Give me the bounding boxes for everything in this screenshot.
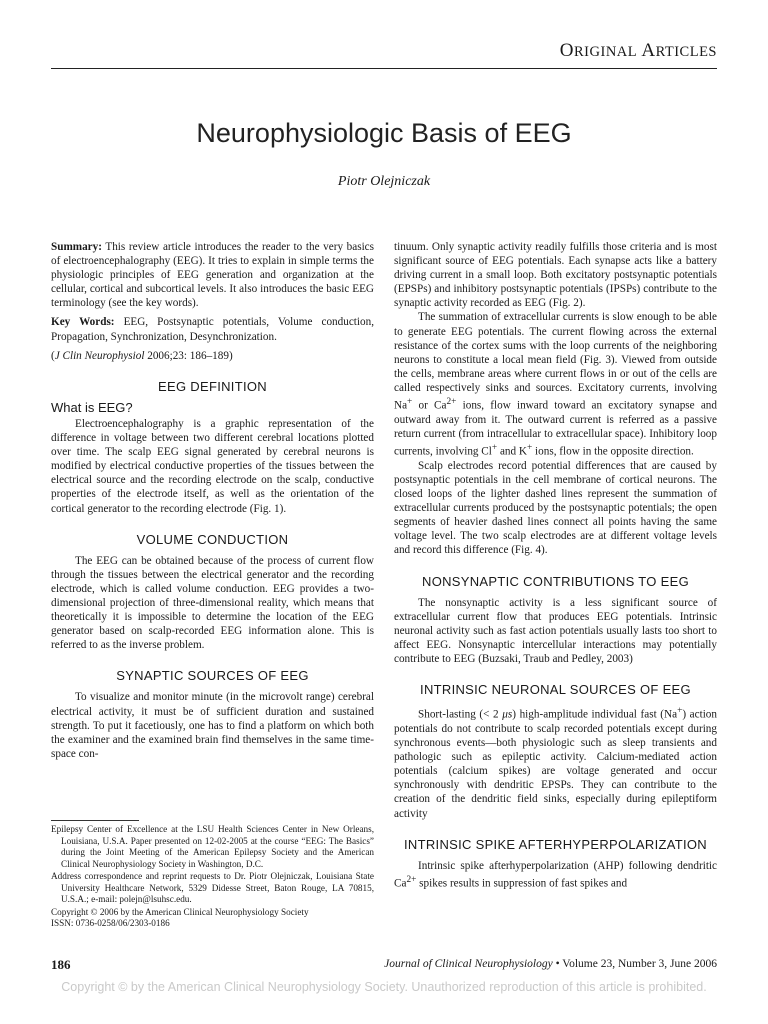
paragraph-intrinsic-spike <box>394 859 717 891</box>
text-run: Short-lasting ( <box>418 708 484 721</box>
text-run: The summation of extracellular currents is slow enough to be able to generate EEG potentials. The current flowing across the external resistance of the cortex sums with the loop currents of the neighboring neurons to constitute a local mean field (Fig. 3). Viewed from outside the cells, membrane areas where current flows in or out of the cells are called respectively sinks and sources. Excitatory currents, involving Na <box>394 311 717 412</box>
superscript: + <box>407 397 413 408</box>
text-run: spikes results in suppression of fast spikes and <box>416 877 628 890</box>
citation <box>51 349 374 363</box>
heading-intrinsic-spike: INTRINSIC SPIKE AFTERHYPERPOLARIZATION <box>404 836 707 852</box>
right-column <box>394 240 717 891</box>
text-run: ) action potentials do not contribute to scalp recorded potentials except during synchronous events—both physiologic such as sleep transients and pathologic such as epileptic activity. Calcium-mediated action potentials (calcium spikes) are voltage generated and occur synchronously with dendritic EPSPs. They can contribute to the creation of the dendritic field sinks, especially during epileptiform activity <box>394 708 717 820</box>
text-run: ) high-amplitude individual fast (Na <box>512 708 678 721</box>
footnotes <box>51 824 374 930</box>
text-run: Intrinsic spike afterhyperpolarization (AHP) following dendritic Ca <box>394 859 717 890</box>
paragraph-synaptic-sources-right: tinuum. Only synaptic activity readily fulfills those criteria and is most significant source of EEG potentials. Each synapse acts like a battery driving current in a small loop. Both excitatory postsynaptic potentials (EPSPs) and inhibitory postsynaptic potentials (IPSPs) contribute to the synaptic activity recorded as EEG (Fig. 2). <box>394 241 717 310</box>
footnote-divider <box>51 820 139 821</box>
superscript: 2+ <box>446 397 457 408</box>
footer-journal: Journal of Clinical Neurophysiology <box>384 958 553 970</box>
text-run: < 2 <box>483 708 499 721</box>
paragraph-scalp-electrodes: Scalp electrodes record potential differences that are caused by postsynaptic potentials in the cell membrane of cortical neurons. The closed loops of the lighter dashed lines represent the summation of extracellular currents produced by the postsynaptic potentials; the open segments of heavier dashed lines connect all points having the same voltage level. The two scalp electrodes are at different voltage levels and record this difference (Fig. 4). <box>394 459 717 557</box>
summary-label: Summary: <box>51 241 102 253</box>
paragraph-intrinsic-neuronal <box>394 704 717 820</box>
superscript: + <box>677 706 683 717</box>
keywords-text: EEG, Postsynaptic potentials, Volume conduction, Propagation, Synchronization, Desynchronization. <box>51 316 374 343</box>
citation-rest: 2006;23: 186–189) <box>144 349 233 362</box>
page-number: 186 <box>51 957 71 972</box>
paragraph-volume-conduction: The EEG can be obtained because of the process of current flow through the tissues between the electrical generator and the recording electrode, which is called volume conduction. EEG provides a two-dimensional projection of three-dimensional reality, which means that theoretically it is impossible to determine the location of the EEG generator based on scalp-recorded EEG information alone. This is referred to as the inverse problem. <box>51 554 374 652</box>
heading-nonsynaptic: NONSYNAPTIC CONTRIBUTIONS TO EEG <box>422 573 689 589</box>
superscript: + <box>491 443 498 454</box>
footnote-correspondence: Address correspondence and reprint requests to Dr. Piotr Olejniczak, Louisiana State University Healthcare Network, 5329 Didesse Street, Baton Rouge, LA 70815, U.S.A.; e-mail: polejn@lsuhsc.edu. <box>51 871 374 904</box>
unit-microseconds: μs <box>502 708 513 721</box>
superscript: + <box>526 443 533 454</box>
running-footer <box>384 958 717 970</box>
section-label <box>51 40 717 62</box>
text-run: and K <box>497 445 527 458</box>
heading-synaptic-sources: SYNAPTIC SOURCES OF EEG <box>116 668 309 684</box>
section-divider <box>51 68 717 69</box>
article-title: Neurophysiologic Basis of EEG <box>196 118 572 148</box>
keywords-label: Key Words: <box>51 316 115 329</box>
text-run: ions, flow in the opposite direction. <box>532 445 694 458</box>
text-run: or Ca <box>412 399 447 412</box>
superscript: 2+ <box>406 874 417 885</box>
footnote-affiliation: Epilepsy Center of Excellence at the LSU Health Sciences Center in New Orleans, Louisiana, U.S.A. Paper presented on 12-02-2005 at the course “EEG: The Basics” during the Joint Meeting of the American Epilepsy Society and the American Clinical Neurophysiology Society in Washington, D.C. <box>51 824 374 869</box>
section-label-initial-1: O <box>559 40 575 61</box>
article-author: Piotr Olejniczak <box>337 174 431 189</box>
subheading-what-is-eeg: What is EEG? <box>51 399 133 415</box>
footnote-copyright: Copyright © 2006 by the American Clinical Neurophysiology Society <box>51 906 309 917</box>
summary-text: This review article introduces the reader to the very basics of electroencephalography (EEG). It tries to explain in simple terms the physiologic principles of EEG generation and organization at the cellular, cortical and subcortical levels. It also introduces the basic EEG terminology (see the key words). <box>51 241 374 310</box>
heading-intrinsic-neuronal: INTRINSIC NEURONAL SOURCES OF EEG <box>420 682 691 698</box>
section-label-rest-2: RTICLES <box>655 44 717 60</box>
citation-journal: J Clin Neurophysiol <box>54 349 145 362</box>
footer-issue: • Volume 23, Number 3, June 2006 <box>552 958 717 970</box>
paragraph-nonsynaptic: The nonsynaptic activity is a less significant source of extracellular current flow that produces EEG potentials. Intrinsic neuronal activity such as fast action potentials usually lasts too short to affect EEG. Nonsynaptic intercellular interactions may potentially contribute to EEG (Buzsaki, Traub and Pedley, 2003) <box>394 596 717 665</box>
paragraph-eeg-definition: Electroencephalography is a graphic representation of the difference in voltage between two different cerebral locations plotted over time. The scalp EEG signal generated by cerebral neurons is modified by electrical conductive properties of the tissues between the electrical source and the recording electrode on the scalp, conductive properties of the electrode itself, as well as the orientation of the cortical generator to the recording electrode (Fig. 1). <box>51 417 374 515</box>
left-column <box>51 240 374 761</box>
section-label-initial-2: A <box>641 40 656 61</box>
summary-paragraph <box>51 240 374 310</box>
heading-volume-conduction: VOLUME CONDUCTION <box>136 531 289 547</box>
heading-eeg-definition: EEG DEFINITION <box>158 378 267 394</box>
paragraph-synaptic-sources-left: To visualize and monitor minute (in the microvolt range) cerebral electrical activity, it must be of sufficient duration and sustained strength. To put it facetiously, one has to find a platform on which both the examiner and the examined brain find themselves in the same time-space con- <box>51 691 374 760</box>
paragraph-extracellular-currents <box>394 310 717 458</box>
keywords-paragraph <box>51 315 374 343</box>
abstract <box>51 240 374 363</box>
citation-open: ( <box>51 349 55 362</box>
footnote-issn: ISSN: 0736-0258/06/2303-0186 <box>51 918 170 928</box>
text-run: ions, flow inward toward an excitatory synapse and outward away from it. The outward current is referred as a passive return current (from intracellular to extracellular space). Inhibitory loop currents, involving Cl <box>394 399 717 458</box>
copyright-watermark: Copyright © by the American Clinical Neurophysiology Society. Unauthorized reproduction of this article is prohibited. <box>61 980 707 994</box>
section-label-rest-1: RIGINAL <box>574 44 638 60</box>
